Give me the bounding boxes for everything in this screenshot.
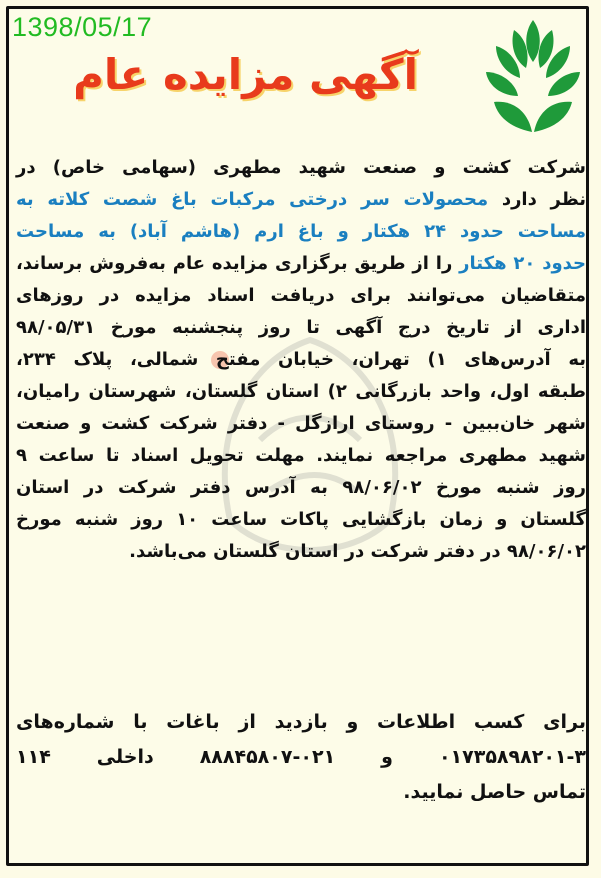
body-line-7: به آدرس‌های ۱) تهران، خیابان مفتح شمالی، پلاک ۲۳۴، xyxy=(16,349,586,370)
area-highlight: حدود ۲۰ هکتار xyxy=(459,253,587,274)
publish-date: 1398/05/17 xyxy=(12,12,153,42)
contact-line-1: برای کسب اطلاعات و بازدید از باغات با شماره‌های xyxy=(16,711,586,733)
wheat-leaf-logo-icon xyxy=(484,16,582,136)
body-line-9: شهر خان‌ببین - روستای ارازگل - دفتر شرکت کشت و صنعت xyxy=(16,413,586,434)
body-line-8: طبقه اول، واحد بازرگانی ۲) استان گلستان، شهرستان رامیان، xyxy=(16,381,586,402)
body-line-11: روز شنبه مورخ ۹۸/۰۶/۰۲ به آدرس دفتر شرکت در استان xyxy=(16,477,586,498)
body-line-1: شرکت کشت و صنعت شهید مطهری (سهامی خاص) در xyxy=(16,157,586,178)
body-line-5: متقاضیان می‌توانند برای دریافت اسناد مزایده در روزهای xyxy=(16,285,586,306)
body-line-2-prefix: نظر دارد xyxy=(488,189,586,210)
body-line-10: شهید مطهری مراجعه نمایند. مهلت تحویل اسناد تا ساعت ۹ xyxy=(16,445,586,466)
body-line-6: اداری از تاریخ درج آگهی تا روز پنجشنبه مورخ ۹۸/۰۵/۳۱ xyxy=(16,317,586,338)
auction-item-highlight: محصولات سر درختی مرکبات باغ شصت کلاته به xyxy=(16,189,489,210)
body-line-13: ۹۸/۰۶/۰۲ در دفتر شرکت در استان گلستان می‌باشد. xyxy=(129,541,586,562)
body-line-2 xyxy=(16,184,586,216)
contact-line-3: تماس حاصل نمایید. xyxy=(403,781,586,803)
body-line-12: گلستان و زمان بازگشایی پاکات ساعت ۱۰ روز شنبه مورخ xyxy=(16,509,586,530)
body-line-4 xyxy=(16,248,586,280)
ad-body-text xyxy=(16,152,586,568)
body-line-3: مساحت حدود ۲۴ هکتار و باغ ارم (هاشم آباد) به مساحت xyxy=(16,221,586,242)
ad-title: آگهی مزایده عام xyxy=(73,50,418,99)
contact-section xyxy=(16,705,586,810)
contact-phone-numbers: ۰۱۷۳۵۸۹۸۲۰۱-۳ و ۰۲۱-۸۸۸۴۵۸۰۷ داخلی ۱۱۴ xyxy=(16,746,586,768)
body-line-4-suffix: را از طریق برگزاری مزایده عام به‌فروش برساند، xyxy=(16,253,460,274)
